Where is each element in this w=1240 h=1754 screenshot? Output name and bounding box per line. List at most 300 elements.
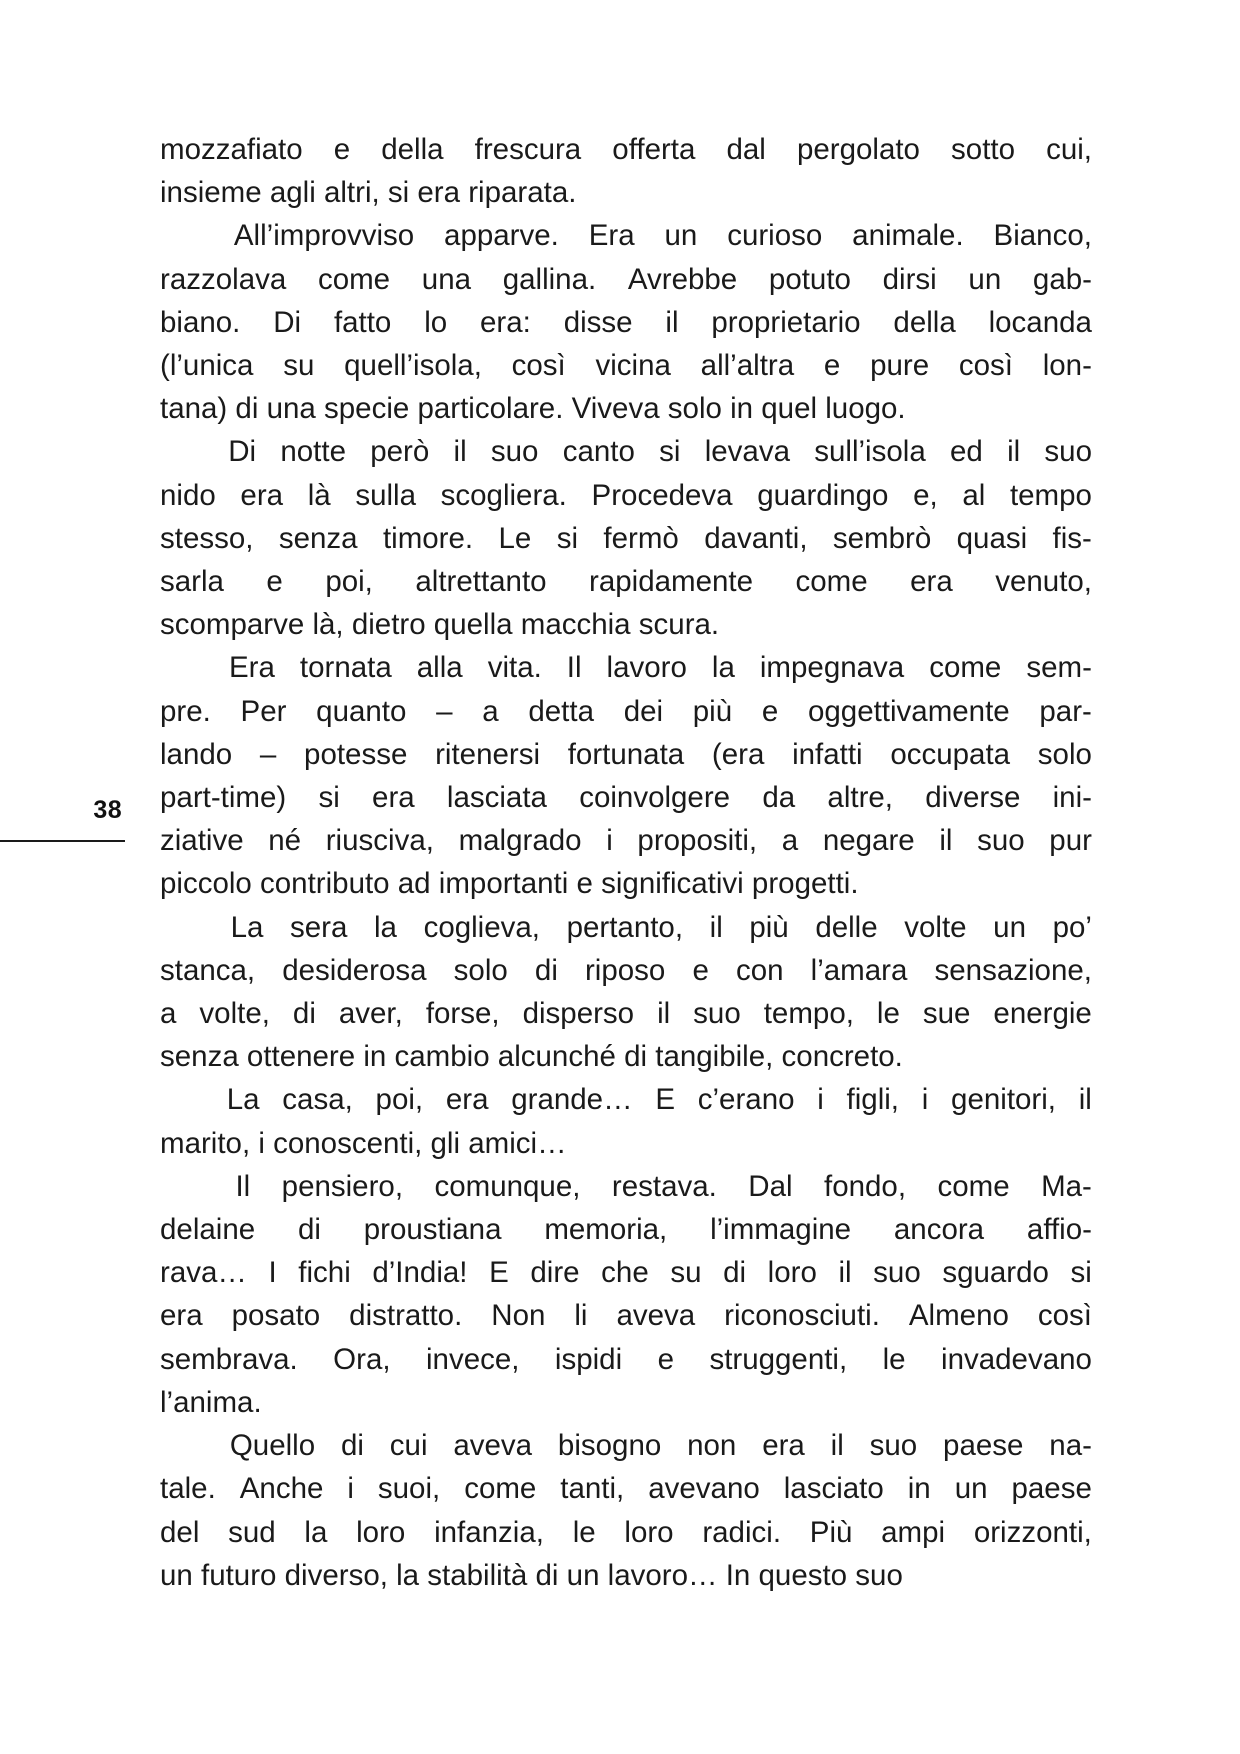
- word: par-: [1039, 694, 1092, 728]
- word: dal: [726, 133, 766, 166]
- word: un: [954, 1472, 988, 1506]
- word: un: [968, 262, 1002, 296]
- word: Per: [240, 694, 287, 728]
- word: fichi: [298, 1256, 351, 1290]
- text-line: [160, 474, 1092, 517]
- word: solo: [453, 953, 508, 987]
- word: però: [370, 435, 430, 469]
- word: più: [749, 910, 789, 944]
- paragraph-indent: [160, 214, 204, 257]
- word: il: [453, 435, 467, 469]
- word: –: [436, 694, 453, 728]
- word: più: [692, 694, 733, 728]
- folio-block: [0, 798, 126, 842]
- word: si: [659, 435, 681, 469]
- word: il: [709, 910, 723, 944]
- text-line: [160, 1511, 1092, 1554]
- word: sensazione,: [934, 953, 1092, 987]
- word: potuto: [768, 262, 851, 296]
- word: bisogno: [557, 1429, 662, 1463]
- word: era: [240, 478, 284, 512]
- word: Bianco,: [993, 219, 1092, 253]
- word: tempo: [1009, 478, 1092, 512]
- word: di: [297, 1213, 321, 1247]
- word: le: [876, 997, 900, 1031]
- paragraph-indent: [160, 1424, 204, 1467]
- word: solo: [1037, 737, 1092, 771]
- word: frescura: [474, 133, 582, 166]
- word: All’improvviso: [233, 219, 415, 253]
- word: una: [421, 262, 472, 296]
- word: locanda: [988, 305, 1092, 339]
- word: il: [830, 1429, 844, 1463]
- word: distratto.: [349, 1299, 463, 1333]
- word: pensiero,: [281, 1169, 404, 1203]
- word: alla: [416, 651, 463, 685]
- paragraph: [160, 646, 1092, 905]
- text-line: l’anima.: [160, 1385, 262, 1419]
- word: posato: [231, 1299, 321, 1333]
- word: coinvolgere: [579, 781, 731, 815]
- word: struggenti,: [709, 1342, 848, 1376]
- text-line: [160, 1424, 1092, 1467]
- word: Di: [228, 435, 257, 469]
- word: aveva: [453, 1429, 533, 1463]
- text-line: marito, i conoscenti, gli amici…: [160, 1126, 567, 1160]
- word: suo: [1044, 435, 1092, 469]
- text-line: scomparve là, dietro quella macchia scura.: [160, 608, 720, 642]
- word: oggettivamente: [807, 694, 1010, 728]
- word: occupata: [890, 737, 1011, 771]
- word: come: [464, 1472, 537, 1506]
- word: diverse: [925, 781, 1021, 815]
- word: non: [687, 1429, 737, 1463]
- word: fis-: [1052, 521, 1092, 555]
- word: (l’unica: [160, 349, 254, 383]
- word: suo: [490, 435, 539, 469]
- word: vita.: [487, 651, 542, 685]
- word: sull’isola: [814, 435, 926, 469]
- word: e: [333, 133, 351, 166]
- word: timore.: [382, 521, 474, 555]
- word: della: [381, 133, 444, 166]
- word: con: [735, 953, 784, 987]
- word: nido: [160, 478, 216, 512]
- word: era: [445, 1083, 489, 1117]
- word: cui,: [1046, 133, 1092, 166]
- word: all’altra: [700, 349, 795, 383]
- word: davanti,: [704, 521, 808, 555]
- word: suoi,: [377, 1472, 441, 1506]
- word: affio-: [1026, 1213, 1092, 1247]
- word: come: [317, 262, 391, 296]
- word: ampi: [881, 1515, 946, 1549]
- word: stanca,: [160, 953, 256, 987]
- word: e,: [913, 478, 938, 512]
- word: sue: [922, 997, 971, 1031]
- word: così: [511, 349, 566, 383]
- word: al: [962, 478, 986, 512]
- word: in: [907, 1472, 931, 1506]
- text-line: [160, 949, 1092, 992]
- text-line: [160, 344, 1092, 387]
- word: così: [1037, 1299, 1092, 1333]
- word: La: [226, 1083, 260, 1117]
- word: stesso,: [160, 521, 254, 555]
- word: era:: [480, 305, 531, 339]
- word: Non: [491, 1299, 546, 1333]
- word: loro: [356, 1515, 406, 1549]
- word: del: [160, 1515, 200, 1549]
- word: della: [893, 305, 956, 339]
- word: Ora,: [333, 1342, 391, 1376]
- word: e: [657, 1342, 674, 1376]
- word: infatti: [792, 737, 863, 771]
- word: poi,: [325, 565, 373, 599]
- word: era: [160, 1299, 203, 1333]
- word: proustiana: [363, 1213, 502, 1247]
- word: delle: [815, 910, 878, 944]
- word: tornata: [299, 651, 392, 685]
- word: ziative: [160, 824, 244, 858]
- word: quell’isola,: [344, 349, 482, 383]
- word: suo: [869, 1429, 918, 1463]
- word: detta: [528, 694, 594, 728]
- word: di: [723, 1256, 747, 1290]
- word: scogliera.: [440, 478, 567, 512]
- word: ancora: [893, 1213, 985, 1247]
- word: pertanto,: [566, 910, 684, 944]
- word: Il: [566, 651, 582, 685]
- word: Di: [273, 305, 302, 339]
- word: come: [937, 1169, 1010, 1203]
- word: i: [921, 1083, 929, 1117]
- word: come: [795, 565, 868, 599]
- word: tale.: [160, 1472, 216, 1506]
- word: disperso: [522, 997, 635, 1031]
- word: part-time): [160, 781, 287, 815]
- word: potesse: [304, 737, 408, 771]
- word: La: [230, 910, 264, 944]
- word: Era: [588, 219, 635, 253]
- word: le: [572, 1515, 596, 1549]
- word: sarla: [160, 565, 224, 599]
- word: che: [601, 1256, 649, 1290]
- word: sem-: [1026, 651, 1092, 685]
- word: di: [292, 997, 316, 1031]
- word: levava: [704, 435, 790, 469]
- text-line: un futuro diverso, la stabilità di un lavoro… In questo suo: [160, 1558, 903, 1592]
- word: loro: [624, 1515, 674, 1549]
- word: propositi,: [637, 824, 758, 858]
- word: il: [939, 824, 953, 858]
- word: guardingo: [757, 478, 889, 512]
- word: altrettanto: [415, 565, 547, 599]
- word: paese: [943, 1429, 1024, 1463]
- word: volte,: [199, 997, 270, 1031]
- word: paese: [1011, 1472, 1092, 1506]
- word: E: [655, 1083, 676, 1117]
- word: poi,: [375, 1083, 424, 1117]
- word: impegnava: [759, 651, 905, 685]
- text-line: [160, 560, 1092, 603]
- word: desiderosa: [282, 953, 427, 987]
- text-line: [160, 1294, 1092, 1337]
- word: ispidi: [554, 1342, 623, 1376]
- word: si: [556, 521, 579, 555]
- text-line: [160, 733, 1092, 776]
- word: il: [1007, 435, 1021, 469]
- word: Ma-: [1041, 1169, 1092, 1203]
- word: razzolava: [160, 262, 287, 296]
- word: riconosciuti.: [724, 1299, 880, 1333]
- word: un: [993, 910, 1026, 944]
- word: Dal: [748, 1169, 793, 1203]
- text-line: piccolo contributo ad importanti e significativi progetti.: [160, 867, 859, 901]
- word: i: [817, 1083, 824, 1117]
- word: sembrò: [832, 521, 932, 555]
- word: riposo: [584, 953, 666, 987]
- word: memoria,: [544, 1213, 668, 1247]
- text-line: insieme agli altri, si era riparata.: [160, 176, 577, 210]
- word: casa,: [282, 1083, 353, 1117]
- word: biano.: [160, 305, 241, 339]
- word: né: [268, 824, 302, 858]
- word: tempo,: [763, 997, 854, 1031]
- word: lando: [160, 737, 233, 771]
- word: disse: [563, 305, 633, 339]
- paragraph-indent: [160, 1078, 204, 1121]
- word: pur: [1049, 824, 1092, 858]
- word: così: [958, 349, 1013, 383]
- word: lo: [424, 305, 448, 339]
- folio-rule: [0, 840, 125, 842]
- word: il: [657, 997, 671, 1031]
- word: il: [838, 1256, 852, 1290]
- word: pergolato: [796, 133, 920, 166]
- word: curioso: [727, 219, 823, 253]
- text-line: [160, 906, 1092, 949]
- word: c’erano: [697, 1083, 795, 1117]
- word: a: [781, 824, 799, 858]
- word: Avrebbe: [627, 262, 738, 296]
- word: Procedeva: [591, 478, 733, 512]
- word: là: [307, 478, 331, 512]
- word: e: [692, 953, 709, 987]
- word: a: [160, 997, 177, 1031]
- word: figli,: [846, 1083, 900, 1117]
- text-line: tana) di una specie particolare. Viveva solo in quel luogo.: [160, 392, 906, 426]
- word: gallina.: [502, 262, 597, 296]
- word: su: [670, 1256, 702, 1290]
- word: –: [259, 737, 277, 771]
- text-line: [160, 1208, 1092, 1251]
- word: invece,: [425, 1342, 520, 1376]
- word: di: [340, 1429, 364, 1463]
- word: su: [283, 349, 315, 383]
- word: la: [304, 1515, 328, 1549]
- word: avevano: [648, 1472, 760, 1506]
- word: le: [882, 1342, 906, 1376]
- word: orizzonti,: [973, 1515, 1092, 1549]
- word: proprietario: [711, 305, 861, 339]
- word: venuto,: [995, 565, 1092, 599]
- word: il: [1078, 1083, 1092, 1117]
- word: rapidamente: [589, 565, 754, 599]
- text-line: [160, 646, 1092, 689]
- text-line: [160, 214, 1092, 257]
- word: sulla: [355, 478, 416, 512]
- word: dirsi: [882, 262, 937, 296]
- word: Almeno: [908, 1299, 1009, 1333]
- word: lasciata: [446, 781, 547, 815]
- text-line: [160, 776, 1092, 819]
- word: li: [574, 1299, 588, 1333]
- word: gab-: [1032, 262, 1092, 296]
- word: (era: [711, 737, 765, 771]
- text-line: [160, 1467, 1092, 1510]
- word: era: [910, 565, 953, 599]
- word: coglieva,: [423, 910, 540, 944]
- word: l’amara: [810, 953, 908, 987]
- word: i: [606, 824, 613, 858]
- word: po’: [1052, 910, 1092, 944]
- word: da: [762, 781, 796, 815]
- paragraph: [160, 1424, 1092, 1597]
- word: il: [665, 305, 679, 339]
- word: Più: [809, 1515, 853, 1549]
- text-line: [160, 690, 1092, 733]
- word: lavoro: [606, 651, 687, 685]
- paragraph: [160, 214, 1092, 430]
- word: ini-: [1052, 781, 1092, 815]
- page-number: 38: [93, 796, 122, 824]
- word: i: [347, 1472, 354, 1506]
- word: Le: [498, 521, 532, 555]
- word: fermò: [603, 521, 679, 555]
- word: I: [268, 1256, 277, 1290]
- word: fortunata: [567, 737, 685, 771]
- word: fondo,: [824, 1169, 907, 1203]
- word: fatto: [333, 305, 392, 339]
- word: e: [266, 565, 283, 599]
- word: come: [929, 651, 1002, 685]
- word: pure: [870, 349, 930, 383]
- word: comunque,: [434, 1169, 581, 1203]
- word: suo: [693, 997, 741, 1031]
- word: la: [711, 651, 735, 685]
- word: rava…: [160, 1256, 247, 1290]
- word: un: [664, 219, 698, 253]
- word: Il: [235, 1169, 251, 1203]
- word: grande…: [511, 1083, 633, 1117]
- word: delaine: [160, 1213, 256, 1247]
- word: infanzia,: [434, 1515, 544, 1549]
- word: negare: [822, 824, 915, 858]
- word: na-: [1049, 1429, 1092, 1463]
- word: genitori,: [951, 1083, 1056, 1117]
- word: dire: [530, 1256, 580, 1290]
- word: ritenersi: [435, 737, 541, 771]
- paragraph-indent: [160, 1165, 204, 1208]
- word: vicina: [595, 349, 671, 383]
- text-line: [160, 258, 1092, 301]
- paragraph: [160, 1165, 1092, 1424]
- word: aver,: [338, 997, 403, 1031]
- word: era: [762, 1429, 805, 1463]
- text-line: [160, 992, 1092, 1035]
- paragraph: [160, 128, 1092, 214]
- word: sotto: [951, 133, 1015, 166]
- text-line: [160, 1165, 1092, 1208]
- word: di: [534, 953, 558, 987]
- word: malgrado: [458, 824, 582, 858]
- word: lasciato: [783, 1472, 884, 1506]
- word: cui: [389, 1429, 428, 1463]
- text-line: [160, 1338, 1092, 1381]
- word: tanti,: [560, 1472, 625, 1506]
- word: quanto: [316, 694, 407, 728]
- word: Anche: [239, 1472, 324, 1506]
- text-line: [160, 1078, 1092, 1121]
- word: pre.: [160, 694, 211, 728]
- word: invadevano: [941, 1342, 1092, 1376]
- paragraph-indent: [160, 646, 204, 689]
- word: loro: [767, 1256, 817, 1290]
- word: si: [1070, 1256, 1092, 1290]
- word: sguardo: [942, 1256, 1049, 1290]
- text-line: [160, 128, 1092, 171]
- word: energie: [993, 997, 1092, 1031]
- word: volte: [904, 910, 967, 944]
- word: a: [482, 694, 499, 728]
- word: sud: [228, 1515, 276, 1549]
- word: E: [489, 1256, 509, 1290]
- word: senza: [278, 521, 358, 555]
- body-text-column: [160, 128, 1092, 1597]
- word: canto: [562, 435, 635, 469]
- word: e: [761, 694, 779, 728]
- word: era: [372, 781, 415, 815]
- text-line: [160, 517, 1092, 560]
- word: offerta: [612, 133, 696, 166]
- word: si: [318, 781, 340, 815]
- word: Quello: [229, 1429, 316, 1463]
- word: riusciva,: [325, 824, 434, 858]
- word: d’India!: [372, 1256, 468, 1290]
- word: l’immagine: [710, 1213, 852, 1247]
- word: suo: [873, 1256, 921, 1290]
- word: ed: [949, 435, 983, 469]
- paragraph: [160, 430, 1092, 646]
- text-line: senza ottenere in cambio alcunché di tangibile, concreto.: [160, 1040, 903, 1074]
- text-line: [160, 819, 1092, 862]
- paragraph: [160, 906, 1092, 1079]
- text-line: [160, 301, 1092, 344]
- word: sera: [290, 910, 348, 944]
- word: apparve.: [444, 219, 559, 253]
- paragraph-indent: [160, 430, 204, 473]
- paragraph-indent: [160, 906, 204, 949]
- word: quasi: [956, 521, 1028, 555]
- text-line: [160, 1251, 1092, 1294]
- paragraph: [160, 1078, 1092, 1164]
- word: Era: [229, 651, 275, 685]
- word: radici.: [702, 1515, 782, 1549]
- word: forse,: [425, 997, 500, 1031]
- word: suo: [977, 824, 1025, 858]
- word: dei: [623, 694, 664, 728]
